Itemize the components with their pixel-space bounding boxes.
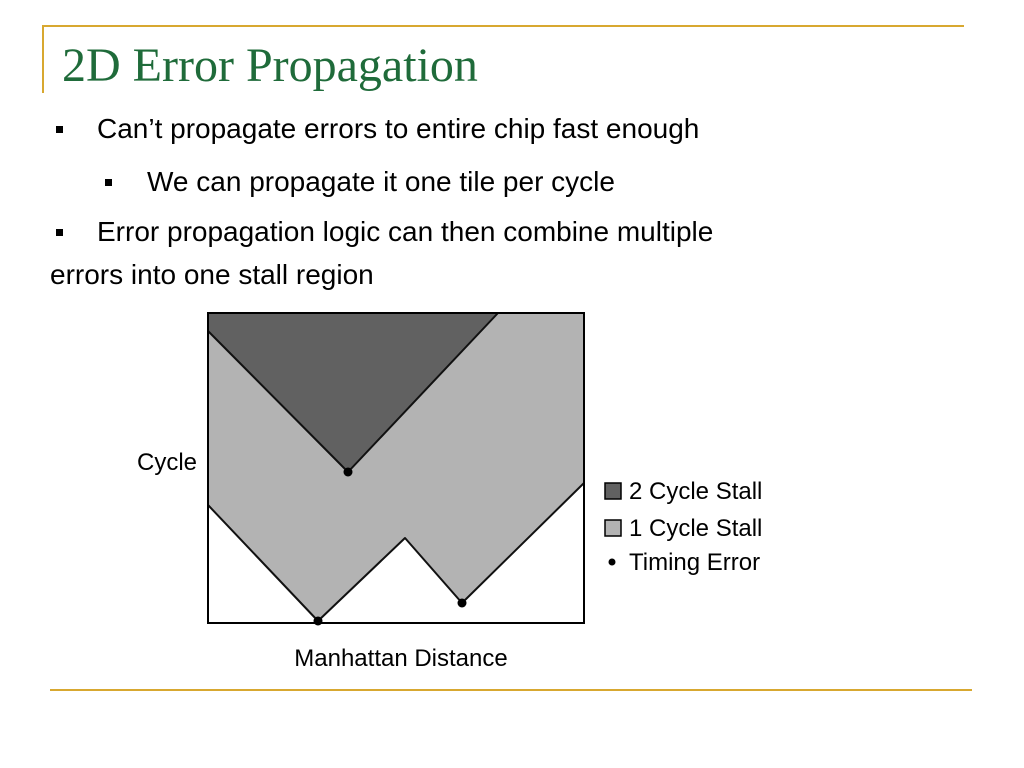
timing-error-point xyxy=(314,617,323,626)
legend-swatch-one-cycle xyxy=(605,520,621,536)
legend-dot-timing-error xyxy=(609,559,616,566)
legend-label-one-cycle: 1 Cycle Stall xyxy=(629,515,763,542)
y-axis-label: Cycle xyxy=(136,449,197,476)
legend-label-two-cycle: 2 Cycle Stall xyxy=(629,478,763,505)
bullet-1-text: Can’t propagate errors to entire chip fast enough xyxy=(97,113,700,144)
timing-error-point xyxy=(344,468,353,477)
slide-title: 2D Error Propagation xyxy=(62,39,478,92)
timing-error-point xyxy=(458,599,467,608)
x-axis-label: Manhattan Distance xyxy=(294,645,508,672)
bullet-3-continuation-text: errors into one stall region xyxy=(50,259,374,290)
bullet-2-text: We can propagate it one tile per cycle xyxy=(147,166,615,197)
legend-swatch-two-cycle xyxy=(605,483,621,499)
bullet-3-text: Error propagation logic can then combine multiple xyxy=(97,216,714,247)
legend-label-timing-error: Timing Error xyxy=(629,549,761,576)
